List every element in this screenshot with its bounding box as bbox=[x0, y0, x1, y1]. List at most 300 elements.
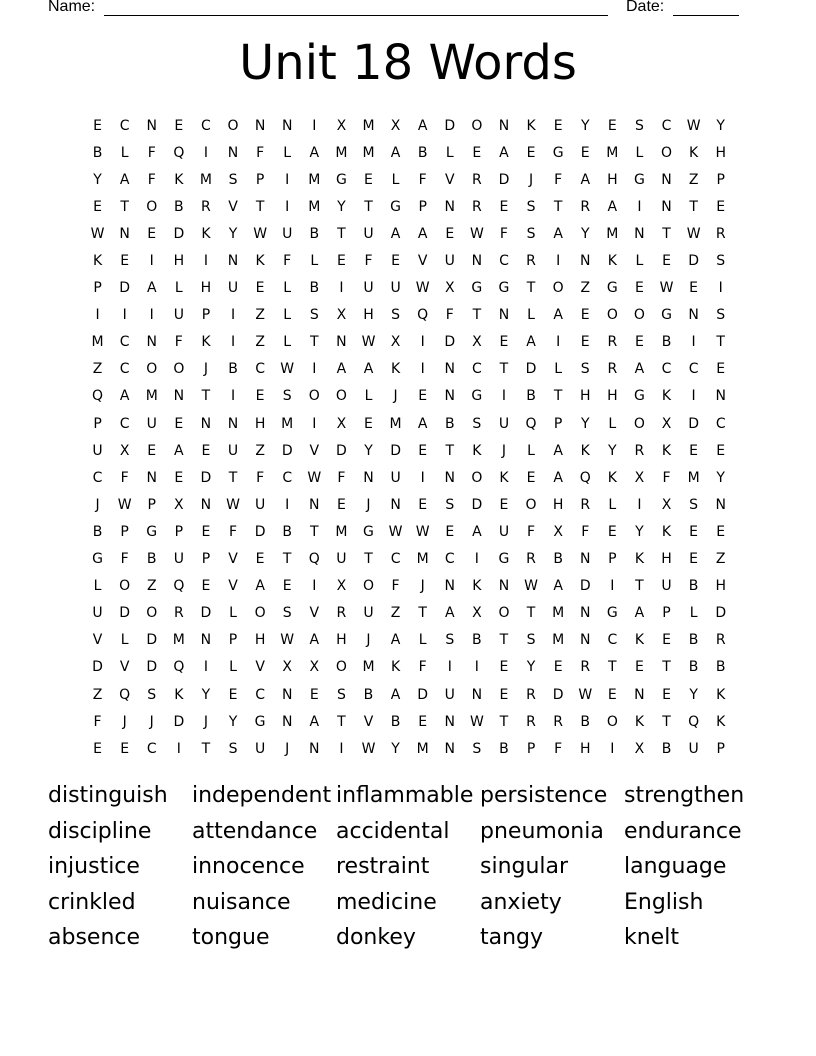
grid-letter: V bbox=[309, 442, 320, 459]
grid-letter: W bbox=[117, 496, 132, 513]
grid-letter: I bbox=[474, 551, 479, 568]
grid-letter: T bbox=[662, 713, 671, 730]
grid-letter: E bbox=[120, 253, 130, 270]
grid-letter: T bbox=[553, 198, 563, 215]
grid-letter: U bbox=[390, 469, 401, 486]
grid-letter: T bbox=[662, 659, 671, 676]
grid-letter: G bbox=[471, 280, 483, 297]
grid-letter: O bbox=[552, 280, 564, 297]
grid-letter: F bbox=[120, 469, 129, 486]
grid-letter: G bbox=[606, 605, 618, 622]
grid-letter: V bbox=[119, 659, 130, 676]
grid-letter: R bbox=[471, 171, 482, 188]
grid-letter: W bbox=[361, 740, 376, 757]
grid-letter: Y bbox=[391, 740, 400, 757]
grid-letter: L bbox=[418, 632, 427, 649]
grid-row bbox=[84, 681, 735, 708]
grid-letter: B bbox=[282, 523, 292, 540]
grid-letter: N bbox=[309, 496, 320, 513]
word-list-item: distinguish bbox=[48, 783, 168, 808]
grid-letter: A bbox=[174, 442, 184, 459]
grid-letter: M bbox=[606, 225, 619, 242]
grid-letter: F bbox=[418, 659, 427, 676]
grid-letter: L bbox=[527, 307, 535, 324]
grid-row bbox=[84, 546, 735, 573]
grid-row bbox=[84, 464, 735, 491]
grid-letter: I bbox=[312, 361, 317, 378]
grid-letter: S bbox=[282, 605, 292, 622]
grid-letter: A bbox=[363, 361, 374, 378]
grid-letter: Y bbox=[580, 117, 590, 134]
grid-letter: I bbox=[312, 117, 317, 134]
grid-letter: A bbox=[119, 171, 130, 188]
grid-letter: E bbox=[716, 442, 726, 459]
grid-letter: G bbox=[633, 388, 645, 405]
grid-letter: M bbox=[687, 469, 700, 486]
grid-letter: D bbox=[444, 117, 456, 134]
grid-letter: B bbox=[309, 280, 320, 297]
grid-letter: E bbox=[526, 144, 536, 161]
grid-letter: X bbox=[444, 280, 455, 297]
grid-letter: I bbox=[691, 334, 696, 351]
grid-letter: P bbox=[608, 551, 617, 568]
grid-letter: I bbox=[556, 334, 561, 351]
grid-letter: R bbox=[715, 632, 726, 649]
word-list-item: nuisance bbox=[192, 889, 291, 915]
grid-letter: N bbox=[444, 713, 455, 730]
grid-letter: U bbox=[227, 442, 239, 459]
grid-letter: P bbox=[716, 171, 725, 188]
grid-letter: K bbox=[634, 551, 645, 568]
grid-letter: T bbox=[499, 361, 509, 378]
grid-letter: U bbox=[390, 280, 401, 297]
grid-letter: B bbox=[688, 632, 699, 649]
grid-letter: X bbox=[472, 334, 482, 351]
grid-letter: S bbox=[147, 686, 157, 703]
grid-letter: I bbox=[95, 307, 100, 324]
grid-letter: I bbox=[285, 496, 290, 513]
grid-row bbox=[84, 627, 735, 654]
grid-letter: E bbox=[418, 496, 428, 513]
grid-letter: N bbox=[688, 307, 699, 324]
grid-letter: X bbox=[553, 523, 563, 540]
grid-letter: C bbox=[119, 334, 130, 351]
grid-letter: E bbox=[418, 713, 428, 730]
grid-letter: L bbox=[635, 253, 644, 270]
grid-letter: E bbox=[201, 442, 211, 459]
grid-letter: C bbox=[499, 253, 509, 270]
word-list-item: knelt bbox=[624, 925, 679, 951]
grid-letter: N bbox=[498, 307, 510, 324]
grid-letter: T bbox=[526, 605, 536, 622]
grid-letter: J bbox=[149, 713, 154, 730]
grid-letter: I bbox=[637, 198, 642, 215]
grid-letter: I bbox=[637, 496, 642, 513]
grid-letter: H bbox=[336, 632, 347, 649]
grid-letter: K bbox=[255, 253, 265, 270]
grid-letter: P bbox=[120, 523, 129, 540]
grid-letter: K bbox=[716, 686, 726, 703]
grid-letter: D bbox=[146, 659, 158, 676]
grid-letter: Q bbox=[173, 659, 185, 676]
grid-letter: K bbox=[390, 361, 401, 378]
page-title: Unit 18 Words bbox=[239, 35, 577, 91]
grid-letter: X bbox=[336, 307, 347, 324]
grid-letter: B bbox=[661, 334, 672, 351]
grid-letter: N bbox=[200, 632, 212, 649]
header bbox=[48, 0, 748, 20]
grid-letter: L bbox=[283, 280, 292, 297]
grid-letter: E bbox=[607, 523, 617, 540]
grid-letter: G bbox=[661, 307, 672, 324]
grid-letter: T bbox=[526, 280, 536, 297]
grid-letter: Y bbox=[337, 198, 346, 215]
word-list-item: injustice bbox=[48, 854, 140, 880]
grid-letter: E bbox=[336, 253, 346, 270]
grid-letter: N bbox=[498, 578, 510, 595]
grid-letter: L bbox=[229, 659, 237, 676]
grid-letter: D bbox=[471, 496, 483, 513]
grid-row bbox=[84, 491, 735, 518]
grid-letter: O bbox=[119, 578, 131, 595]
grid-letter: A bbox=[417, 225, 428, 242]
grid-letter: I bbox=[149, 307, 154, 324]
word-list-item: attendance bbox=[192, 818, 318, 844]
grid-letter: N bbox=[579, 605, 591, 622]
grid-letter: H bbox=[579, 388, 591, 405]
grid-letter: L bbox=[364, 388, 373, 405]
grid-letter: E bbox=[553, 659, 563, 676]
grid-letter: C bbox=[282, 469, 293, 486]
grid-letter: E bbox=[607, 117, 617, 134]
grid-letter: V bbox=[255, 659, 265, 676]
grid-letter: U bbox=[688, 740, 699, 757]
word-list-item: language bbox=[624, 854, 727, 880]
grid-letter: E bbox=[553, 117, 563, 134]
grid-letter: I bbox=[285, 198, 290, 215]
grid-letter: P bbox=[93, 415, 102, 432]
grid-letter: Z bbox=[255, 334, 265, 351]
grid-letter: U bbox=[498, 415, 510, 432]
grid-letter: I bbox=[203, 659, 208, 676]
grid-letter: D bbox=[552, 686, 564, 703]
grid-row bbox=[84, 220, 735, 247]
grid-letter: O bbox=[661, 144, 673, 161]
grid-letter: E bbox=[662, 632, 671, 649]
grid-letter: K bbox=[661, 388, 672, 405]
grid-letter: W bbox=[578, 686, 593, 703]
grid-letter: M bbox=[552, 632, 565, 649]
grid-letter: F bbox=[554, 171, 563, 188]
grid-letter: K bbox=[472, 442, 482, 459]
grid-letter: F bbox=[391, 578, 400, 595]
grid-letter: F bbox=[364, 253, 373, 270]
grid-letter: H bbox=[200, 280, 212, 297]
grid-letter: D bbox=[119, 605, 131, 622]
grid-letter: V bbox=[92, 632, 103, 649]
grid-letter: B bbox=[688, 578, 699, 595]
grid-letter: G bbox=[498, 551, 510, 568]
word-list-item: innocence bbox=[192, 854, 305, 880]
grid-letter: K bbox=[174, 171, 184, 188]
grid-letter: M bbox=[606, 144, 619, 161]
grid-letter: B bbox=[390, 713, 401, 730]
grid-letter: N bbox=[309, 740, 320, 757]
grid-letter: N bbox=[579, 551, 591, 568]
grid-row bbox=[84, 708, 735, 735]
word-list-item: tangy bbox=[480, 925, 544, 951]
grid-letter: F bbox=[256, 469, 265, 486]
grid-letter: R bbox=[201, 198, 211, 215]
grid-letter: D bbox=[498, 171, 510, 188]
grid-letter: I bbox=[501, 388, 507, 405]
grid-letter: M bbox=[416, 740, 429, 757]
grid-letter: D bbox=[119, 280, 131, 297]
grid-letter: W bbox=[659, 280, 674, 297]
grid-row bbox=[84, 139, 735, 166]
grid-letter: N bbox=[146, 117, 157, 134]
grid-letter: A bbox=[553, 442, 563, 459]
grid-letter: A bbox=[255, 578, 265, 595]
grid-letter: F bbox=[256, 144, 265, 161]
grid-letter: E bbox=[499, 659, 509, 676]
grid-letter: B bbox=[526, 388, 536, 405]
grid-letter: E bbox=[120, 740, 130, 757]
grid-letter: N bbox=[471, 686, 483, 703]
grid-letter: I bbox=[420, 469, 425, 486]
grid-letter: X bbox=[336, 415, 347, 432]
grid-letter: I bbox=[420, 361, 425, 378]
grid-letter: I bbox=[230, 307, 236, 324]
date-label: Date: bbox=[626, 0, 665, 15]
grid-letter: W bbox=[307, 469, 322, 486]
grid-letter: M bbox=[335, 144, 348, 161]
grid-letter: E bbox=[689, 523, 699, 540]
grid-letter: O bbox=[308, 388, 320, 405]
grid-letter: N bbox=[579, 253, 591, 270]
grid-letter: E bbox=[201, 578, 211, 595]
grid-letter: E bbox=[634, 334, 644, 351]
grid-letter: T bbox=[337, 225, 346, 242]
grid-letter: N bbox=[661, 198, 672, 215]
grid-letter: G bbox=[363, 523, 374, 540]
grid-letter: E bbox=[391, 253, 400, 270]
grid-letter: D bbox=[173, 225, 185, 242]
grid-letter: X bbox=[634, 740, 645, 757]
grid-letter: F bbox=[662, 469, 671, 486]
grid-letter: M bbox=[145, 388, 158, 405]
grid-letter: F bbox=[228, 523, 238, 540]
grid-letter: W bbox=[253, 225, 268, 242]
grid-row bbox=[84, 302, 735, 329]
grid-letter: C bbox=[255, 361, 265, 378]
grid-letter: A bbox=[499, 144, 509, 161]
grid-row bbox=[84, 518, 735, 545]
grid-letter: C bbox=[201, 117, 211, 134]
grid-letter: J bbox=[95, 496, 100, 513]
grid-letter: Y bbox=[635, 523, 644, 540]
grid-letter: N bbox=[634, 225, 645, 242]
grid-letter: Q bbox=[119, 686, 131, 703]
grid-letter: O bbox=[471, 117, 483, 134]
grid-letter: I bbox=[339, 280, 344, 297]
grid-letter: D bbox=[281, 442, 293, 459]
grid-letter: R bbox=[336, 605, 347, 622]
grid-letter: M bbox=[335, 523, 348, 540]
grid-letter: E bbox=[174, 117, 184, 134]
grid-letter: N bbox=[634, 686, 645, 703]
grid-letter: E bbox=[255, 388, 265, 405]
grid-letter: R bbox=[471, 198, 482, 215]
letter-grid bbox=[84, 112, 735, 762]
grid-letter: X bbox=[661, 496, 672, 513]
grid-letter: N bbox=[227, 253, 239, 270]
grid-letter: K bbox=[716, 713, 726, 730]
grid-letter: J bbox=[122, 713, 127, 730]
grid-letter: Y bbox=[608, 442, 617, 459]
grid-letter: N bbox=[254, 117, 266, 134]
grid-letter: A bbox=[390, 632, 401, 649]
date-blank-line bbox=[673, 15, 739, 16]
grid-letter: A bbox=[472, 523, 482, 540]
grid-letter: J bbox=[420, 578, 425, 595]
grid-letter: R bbox=[173, 605, 184, 622]
grid-letter: E bbox=[255, 280, 265, 297]
grid-letter: L bbox=[608, 496, 617, 513]
grid-letter: E bbox=[364, 415, 373, 432]
grid-letter: S bbox=[228, 740, 238, 757]
grid-letter: E bbox=[93, 740, 102, 757]
grid-letter: I bbox=[203, 253, 208, 270]
grid-letter: E bbox=[282, 578, 292, 595]
grid-letter: G bbox=[552, 144, 564, 161]
grid-letter: J bbox=[203, 713, 208, 730]
name-blank-line bbox=[104, 15, 608, 16]
grid-letter: L bbox=[445, 144, 454, 161]
grid-letter: S bbox=[445, 496, 455, 513]
grid-row bbox=[84, 166, 735, 193]
grid-letter: K bbox=[607, 469, 617, 486]
grid-letter: E bbox=[499, 686, 509, 703]
word-list-item: endurance bbox=[624, 818, 742, 844]
grid-letter: P bbox=[201, 551, 211, 568]
word-list-item: donkey bbox=[336, 925, 416, 951]
grid-letter: K bbox=[580, 442, 590, 459]
grid-letter: C bbox=[119, 117, 130, 134]
grid-letter: L bbox=[391, 171, 400, 188]
grid-letter: F bbox=[120, 551, 129, 568]
grid-letter: K bbox=[390, 659, 401, 676]
grid-letter: Z bbox=[255, 442, 265, 459]
grid-letter: Q bbox=[308, 551, 320, 568]
grid-letter: B bbox=[580, 713, 591, 730]
grid-letter: Z bbox=[580, 280, 591, 297]
grid-letter: I bbox=[230, 334, 236, 351]
grid-letter: P bbox=[174, 523, 184, 540]
grid-letter: I bbox=[339, 740, 344, 757]
grid-letter: Z bbox=[255, 307, 265, 324]
grid-letter: S bbox=[716, 307, 726, 324]
grid-letter: N bbox=[444, 361, 455, 378]
grid-letter: O bbox=[362, 578, 374, 595]
grid-letter: Z bbox=[92, 686, 103, 703]
grid-letter: V bbox=[228, 198, 238, 215]
grid-letter: C bbox=[661, 361, 672, 378]
grid-row bbox=[84, 735, 735, 762]
grid-row bbox=[84, 573, 735, 600]
grid-letter: E bbox=[309, 686, 319, 703]
grid-letter: J bbox=[203, 361, 208, 378]
grid-letter: T bbox=[608, 659, 617, 676]
grid-letter: Z bbox=[688, 171, 699, 188]
word-list-item: persistence bbox=[480, 783, 608, 808]
grid-letter: E bbox=[580, 334, 590, 351]
grid-letter: E bbox=[689, 280, 699, 297]
grid-letter: F bbox=[445, 307, 454, 324]
grid-letter: T bbox=[337, 713, 346, 730]
grid-letter: Q bbox=[92, 388, 104, 405]
grid-letter: D bbox=[390, 442, 401, 459]
grid-letter: L bbox=[635, 144, 644, 161]
grid-letter: M bbox=[308, 171, 321, 188]
grid-letter: D bbox=[715, 605, 727, 622]
grid-letter: B bbox=[688, 659, 699, 676]
grid-letter: A bbox=[336, 361, 347, 378]
grid-letter: E bbox=[716, 523, 726, 540]
grid-letter: T bbox=[662, 225, 671, 242]
grid-letter: Y bbox=[228, 225, 238, 242]
grid-letter: L bbox=[120, 144, 129, 161]
grid-letter: E bbox=[607, 686, 617, 703]
grid-letter: B bbox=[715, 659, 726, 676]
grid-letter: S bbox=[228, 171, 238, 188]
grid-letter: K bbox=[526, 117, 536, 134]
grid-letter: B bbox=[92, 144, 103, 161]
grid-letter: B bbox=[472, 632, 482, 649]
grid-letter: D bbox=[688, 415, 699, 432]
grid-letter: N bbox=[281, 713, 293, 730]
grid-letter: X bbox=[390, 334, 401, 351]
grid-letter: B bbox=[92, 523, 103, 540]
grid-letter: N bbox=[336, 334, 347, 351]
grid-letter: K bbox=[201, 225, 211, 242]
grid-letter: O bbox=[633, 307, 645, 324]
grid-letter: W bbox=[469, 225, 484, 242]
grid-row bbox=[84, 329, 735, 356]
grid-letter: E bbox=[499, 198, 509, 215]
word-list-item: restraint bbox=[336, 854, 430, 880]
grid-letter: W bbox=[280, 361, 295, 378]
grid-letter: U bbox=[661, 578, 672, 595]
grid-letter: T bbox=[689, 198, 698, 215]
grid-letter: M bbox=[416, 551, 429, 568]
grid-letter: C bbox=[715, 415, 726, 432]
grid-letter: W bbox=[388, 523, 403, 540]
grid-letter: K bbox=[689, 144, 699, 161]
grid-letter: R bbox=[526, 713, 536, 730]
grid-row bbox=[84, 247, 735, 274]
grid-letter: I bbox=[230, 388, 236, 405]
grid-letter: B bbox=[174, 198, 184, 215]
word-list-item: crinkled bbox=[48, 889, 136, 915]
grid-letter: T bbox=[499, 713, 509, 730]
grid-letter: N bbox=[227, 144, 239, 161]
grid-letter: I bbox=[447, 659, 452, 676]
grid-letter: Z bbox=[715, 551, 726, 568]
grid-letter: F bbox=[554, 740, 563, 757]
grid-letter: R bbox=[553, 713, 563, 730]
grid-letter: M bbox=[362, 117, 375, 134]
